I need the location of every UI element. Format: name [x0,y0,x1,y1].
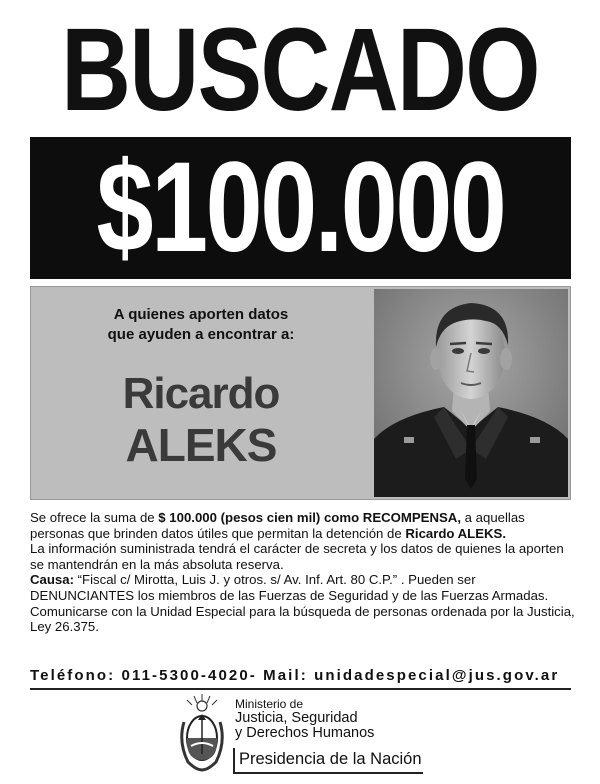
contact-line: Teléfono: 011-5300-4020- Mail: unidadespecial@jus.gov.ar [30,667,560,684]
argentina-coat-of-arms-icon [176,692,228,774]
reward-banner [30,137,571,279]
body-text [30,510,575,635]
cause-label: Causa: [30,572,74,588]
contact-divider [30,688,571,690]
first-name: Ricardo [122,369,280,418]
lead-text [31,305,371,345]
presidencia-label: Presidencia de la Nación [233,748,423,774]
cause-text: “Fiscal c/ Mirotta, Luis J. y otros. s/ Av. Inf. Art. 80 C.P.” . Pueden ser DENUNCIANTES los miembros de las Fuerzas de Seguridad y de las Fuerzas Armadas. [30,572,549,603]
last-name: ALEKS [125,419,277,471]
reward-text-4: Ricardo ALEKS. [405,525,507,541]
portrait-photo [374,289,568,497]
reward-text-2: $ 100.000 (pesos cien mil) como RECOMPENSA, [158,510,461,525]
wanted-name [31,369,371,471]
reward-amount: $100.000 [96,137,505,279]
ministry-name [235,698,374,741]
ministry-line-2: Justicia, Seguridad [235,710,358,726]
portrait-image [374,289,568,497]
ministry-line-3: y Derechos Humanos [235,725,375,741]
lead-line-2: que ayuden a encontrar a: [107,326,295,343]
cause-paragraph [30,572,575,603]
reward-paragraph [30,510,575,541]
wanted-panel [30,286,571,500]
reward-text-1: Se ofrece la suma de [30,510,159,525]
panel-text [31,287,371,501]
reward-text-3: a aquellas personas que brinden datos útiles que permitan la detención de [30,510,525,541]
confidentiality-paragraph: La información suministrada tendrá el carácter de secreta y los datos de quienes la aporten se mantendrán en la más absoluta reserva. [30,541,564,572]
poster-title: BUSCADO [61,4,539,136]
ministry-line-1: Ministerio de [235,697,304,711]
contact-paragraph: Comunicarse con la Unidad Especial para la búsqueda de personas ordenada por la Justicia, Ley 26.375. [30,603,575,635]
lead-line-1: A quienes aporten datos [113,306,289,323]
